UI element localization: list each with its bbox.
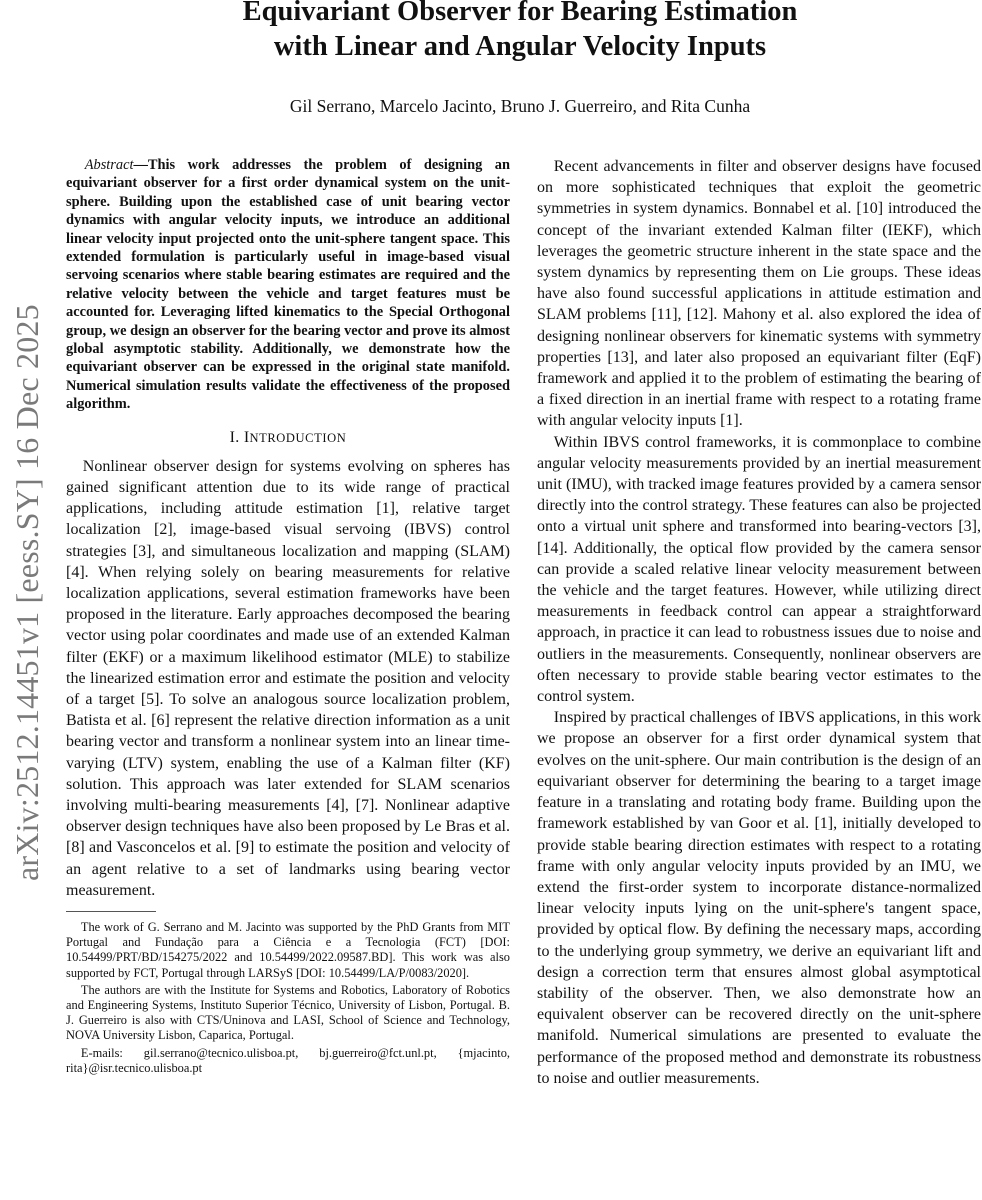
section-initial: I: [243, 428, 250, 446]
section-title-rest: NTRODUCTION: [249, 430, 347, 445]
abstract-label: Abstract: [84, 157, 134, 173]
section-number: I.: [229, 428, 240, 446]
intro-paragraph-1: Nonlinear observer design for systems evolving on spheres has gained significant attention due to its wide range of practical applications, including attitude estimation [1], relative target localization [2], image-based visual servoing (IBVS) control strategies [3], and simultaneous localization and mapping (SLAM) [4]. When relying solely on bearing measurements for relative localization applications, several estimation frameworks have been proposed in the literature. Early approaches decomposed the bearing vector using polar coordinates and made use of an extended Kalman filter (EKF) or a maximum likelihood estimator (MLE) to stabilize the linearized estimation error and estimate the position and velocity of a target [5]. To solve an analogous source localization problem, Batista et al. [6] represent the relative direction information as a unit bearing vector and transform a nonlinear system into an linear time-varying (LTV) system, enabling the use of a Kalman filter (KF) solution. This approach was later extended for SLAM scenarios involving multi-bearing measurements [4], [7]. Nonlinear adaptive observer design techniques have also been proposed by Le Bras et al. [8] and Vasconcelos et al. [9] to estimate the position and velocity of an agent relative to a set of landmarks using bearing vector measurement.: [66, 457, 510, 899]
footnote-rule: [66, 911, 156, 912]
section-heading-introduction: [66, 428, 510, 448]
title-line-1: Equivariant Observer for Bearing Estimation: [242, 0, 798, 27]
abstract-text: This work addresses the problem of designing an equivariant observer for a first order dynamical system on the unit-sphere. Building upon the established case of unit bearing vector dynamics with angular velocity inputs, we introduce an additional linear velocity input projected onto the unit-sphere tangent space. This extended formulation is particularly useful in image-based visual servoing scenarios where stable bearing estimates are required and the relative velocity between the vehicle and target features must be accounted for. Leveraging lifted kinematics to the Special Orthogonal group, we design an observer for the bearing vector and prove its almost global asymptotic stability. Additionally, we demonstrate how the equivariant observer can be expressed in the original state manifold. Numerical simulation results validate the effectiveness of the proposed algorithm.: [66, 157, 510, 413]
left-column: [66, 156, 510, 1076]
abstract-dash: —: [133, 157, 148, 173]
author-list: Gil Serrano, Marcelo Jacinto, Bruno J. Guerreiro, and Rita Cunha: [289, 96, 751, 116]
title-line-2: with Linear and Angular Velocity Inputs: [273, 31, 767, 62]
footnote-funding: The work of G. Serrano and M. Jacinto was supported by the PhD Grants from MIT Portugal and Fundação para a Ciência e a Tecnologia (FCT) [DOI: 10.54499/PRT/BD/154275/2022 and 10.54499/2022.09587.BD]. This work was also supported by FCT, Portugal through LARSyS [DOI: 10.54499/LA/P/0083/2020].: [66, 919, 510, 980]
intro-paragraph-4: Inspired by practical challenges of IBVS applications, in this work we propose an observer for a first order dynamical system that evolves on the unit-sphere. Our main contribution is the design of an equivariant observer for determining the bearing to a target image feature in a translating and rotating body frame. Building upon the framework established by van Goor et al. [1], initially developed to provide stable bearing direction estimates with respect to a rotating frame with only angular velocity inputs provided by an IMU, we extend the first-order system to incorporate distance-normalized linear velocity inputs lying on the unit-sphere's tangent space, provided by optical flow. By defining the necessary maps, according to the underlying group symmetry, we derive an equivariant lift and design a correction term that ensures almost global asymptotical stability of the observer. Then, we also demonstrate how an equivalent observer can be recovered directly on the unit-sphere manifold. Numerical simulations are presented to evaluate the performance of the proposed method and demonstrate its robustness to noise and outlier measurements.: [537, 709, 981, 1087]
right-column: [537, 156, 981, 1089]
intro-paragraph-2: Recent advancements in filter and observer designs have focused on more sophisticated techniques that exploit the geometric symmetries in system dynamics. Bonnabel et al. [10] introduced the concept of the invariant extended Kalman filter (IEKF), which leverages the geometric structure inherent in the state space and the system dynamics by representing them on Lie groups. These ideas have also found successful applications in attitude estimation and SLAM problems [11], [12]. Mahony et al. also explored the idea of designing nonlinear observers for kinematic systems with symmetry properties [13], and later also proposed an equivariant filter (EqF) framework and applied it to the problem of estimating the bearing of a fixed direction in an inertial frame with respect to a rotating frame with angular velocity inputs [1].: [537, 158, 981, 430]
footnote-affiliations: The authors are with the Institute for Systems and Robotics, Laboratory of Robotics and Engineering Systems, Instituto Superior Técnico, University of Lisbon, Portugal. B. J. Guerreiro is also with CTS/Uninova and LASI, School of Science and Technology, NOVA University Lisbon, Caparica, Portugal.: [66, 982, 510, 1043]
paper-title: [200, 0, 840, 64]
abstract: [66, 156, 510, 414]
arxiv-identifier: arXiv:2512.14451v1 [eess.SY] 16 Dec 2025: [9, 304, 45, 881]
footnote-emails: E-mails: gil.serrano@tecnico.ulisboa.pt, bj.guerreiro@fct.unl.pt, {mjacinto, rita}@isr.tecnico.ulisboa.pt: [66, 1045, 510, 1075]
intro-paragraph-3: Within IBVS control frameworks, it is commonplace to combine angular velocity measurements provided by an inertial measurement unit (IMU), with tracked image features provided by a camera sensor directly into the control strategy. These features can also be projected onto a virtual unit sphere and transformed into bearing-vectors [3], [14]. Additionally, the optical flow provided by the camera sensor can provide a scaled relative linear velocity measurement between the vehicle and the target features. However, while utilizing direct measurements in feedback control can appear a straightforward approach, in practice it can lead to robustness issues due to noise and outliers in the measurements. Consequently, nonlinear observers are often necessary to provide stable bearing vector estimates to the control system.: [537, 433, 981, 706]
